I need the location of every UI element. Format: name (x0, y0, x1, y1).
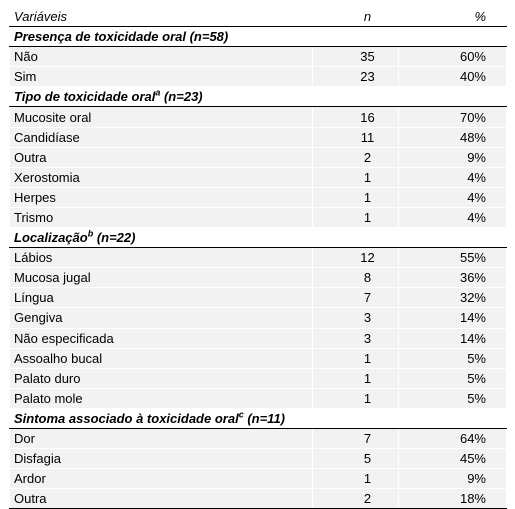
row-pct: 48% (399, 127, 507, 147)
section-title (10, 408, 507, 428)
row-label: Dor (10, 428, 313, 448)
row-pct: 60% (399, 47, 507, 67)
row-pct: 40% (399, 67, 507, 87)
row-n: 2 (313, 489, 399, 509)
row-n: 16 (313, 107, 399, 127)
table-row (10, 489, 507, 509)
table-row (10, 67, 507, 87)
row-label: Gengiva (10, 308, 313, 328)
row-pct: 9% (399, 469, 507, 489)
header-pct: % (399, 7, 507, 27)
section-header (10, 87, 507, 107)
row-n: 5 (313, 449, 399, 469)
table-row (10, 47, 507, 67)
table-row (10, 187, 507, 207)
header-n: n (313, 7, 399, 27)
table-row (10, 449, 507, 469)
section-title-count: (n=23) (160, 89, 203, 105)
toxicity-table (9, 6, 507, 509)
row-label: Não (10, 47, 313, 67)
row-label: Assoalho bucal (10, 348, 313, 368)
section-header (10, 27, 507, 47)
row-label: Palato duro (10, 368, 313, 388)
table-row (10, 288, 507, 308)
table-row (10, 308, 507, 328)
footnote-marker: a (155, 88, 161, 99)
row-n: 7 (313, 428, 399, 448)
row-n: 11 (313, 127, 399, 147)
row-pct: 5% (399, 368, 507, 388)
footnote-marker: c (238, 409, 244, 420)
section-title (10, 228, 507, 248)
table-row (10, 147, 507, 167)
toxicity-table-container (9, 6, 506, 509)
row-pct: 36% (399, 268, 507, 288)
row-label: Candidíase (10, 127, 313, 147)
row-label: Mucosa jugal (10, 268, 313, 288)
row-n: 7 (313, 288, 399, 308)
row-pct: 4% (399, 207, 507, 227)
row-pct: 5% (399, 348, 507, 368)
row-n: 1 (313, 207, 399, 227)
section-header (10, 408, 507, 428)
table-row (10, 248, 507, 268)
section-header (10, 228, 507, 248)
row-pct: 4% (399, 167, 507, 187)
table-row (10, 207, 507, 227)
row-label: Outra (10, 147, 313, 167)
row-pct: 45% (399, 449, 507, 469)
row-label: Outra (10, 489, 313, 509)
table-row (10, 127, 507, 147)
row-pct: 18% (399, 489, 507, 509)
row-pct: 64% (399, 428, 507, 448)
table-row (10, 428, 507, 448)
row-n: 1 (313, 469, 399, 489)
row-n: 8 (313, 268, 399, 288)
table-row (10, 388, 507, 408)
table-header-row (10, 7, 507, 27)
row-label: Trismo (10, 207, 313, 227)
row-pct: 32% (399, 288, 507, 308)
row-label: Xerostomia (10, 167, 313, 187)
table-row (10, 469, 507, 489)
row-pct: 4% (399, 187, 507, 207)
footnote-marker: b (87, 228, 94, 239)
table-row (10, 368, 507, 388)
section-title (10, 87, 507, 107)
row-pct: 70% (399, 107, 507, 127)
row-n: 2 (313, 147, 399, 167)
section-title-text: Sintoma associado à toxicidade oral (14, 410, 239, 426)
row-label: Palato mole (10, 388, 313, 408)
table-row (10, 328, 507, 348)
table-row (10, 348, 507, 368)
table-row (10, 268, 507, 288)
row-n: 1 (313, 187, 399, 207)
row-n: 1 (313, 167, 399, 187)
section-title-count: (n=22) (93, 230, 136, 246)
header-variable: Variáveis (10, 7, 313, 27)
row-label: Disfagia (10, 449, 313, 469)
row-n: 23 (313, 67, 399, 87)
row-label: Ardor (10, 469, 313, 489)
row-pct: 55% (399, 248, 507, 268)
table-row (10, 167, 507, 187)
row-n: 1 (313, 348, 399, 368)
row-n: 3 (313, 328, 399, 348)
row-label: Não especificada (10, 328, 313, 348)
row-n: 12 (313, 248, 399, 268)
row-n: 35 (313, 47, 399, 67)
row-label: Língua (10, 288, 313, 308)
row-label: Sim (10, 67, 313, 87)
section-title-text: Tipo de toxicidade oral (14, 89, 156, 105)
row-n: 1 (313, 368, 399, 388)
section-title: Presença de toxicidade oral (n=58) (10, 27, 507, 47)
row-pct: 14% (399, 328, 507, 348)
section-title-count: (n=11) (243, 410, 286, 426)
row-pct: 14% (399, 308, 507, 328)
row-n: 3 (313, 308, 399, 328)
row-label: Lábios (10, 248, 313, 268)
row-label: Mucosite oral (10, 107, 313, 127)
table-row (10, 107, 507, 127)
row-label: Herpes (10, 187, 313, 207)
row-pct: 5% (399, 388, 507, 408)
row-pct: 9% (399, 147, 507, 167)
section-title-text: Localização (14, 230, 88, 246)
row-n: 1 (313, 388, 399, 408)
